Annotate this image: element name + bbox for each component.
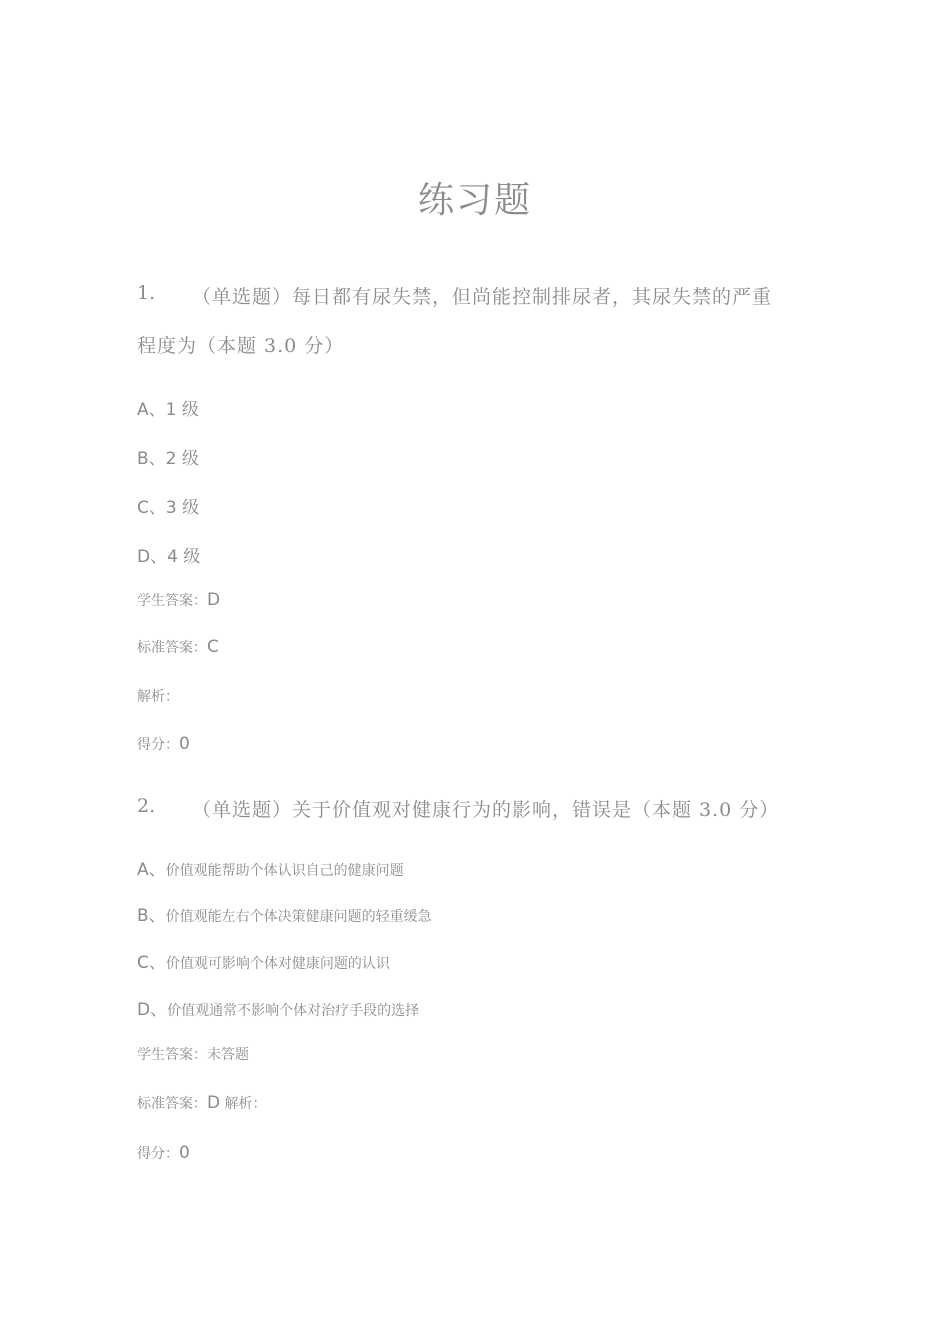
option-text: 价值观通常不影响个体对治疗手段的选择 [167, 1003, 420, 1019]
option-letter: A、 [137, 860, 166, 880]
score-label: 得分： [137, 1146, 179, 1162]
question-1-number: 1. [137, 282, 156, 304]
question-2-score [137, 1143, 190, 1163]
question-2-standard-answer [137, 1093, 267, 1113]
question-1-text-line2: 程度为（本题 3.0 分） [137, 335, 345, 357]
option-letter: C、 [137, 953, 166, 973]
question-2-option-b [137, 901, 432, 926]
question-2-number: 2. [137, 795, 156, 817]
score-value: 0 [179, 1143, 190, 1163]
option-text: 价值观可影响个体对健康问题的认识 [165, 956, 390, 972]
option-letter: B、 [137, 906, 166, 926]
option-letter: C、 [137, 498, 166, 518]
question-1-student-answer [137, 590, 220, 610]
student-answer-value: 未答题 [207, 1047, 249, 1063]
question-2-option-a [137, 855, 404, 880]
question-1-option-c [137, 493, 199, 518]
standard-answer-value: D [207, 1093, 221, 1113]
option-letter: D、 [137, 547, 168, 567]
question-1-option-a [137, 395, 199, 420]
option-text: 2 级 [165, 449, 199, 469]
question-1-option-d [137, 542, 200, 567]
option-text: 1 级 [165, 400, 199, 420]
student-answer-label: 学生答案： [137, 593, 207, 609]
option-letter: A、 [137, 400, 166, 420]
question-1-score [137, 734, 190, 754]
option-text: 价值观能帮助个体认识自己的健康问题 [165, 863, 404, 879]
score-label: 得分： [137, 737, 179, 753]
student-answer-label: 学生答案： [137, 1047, 207, 1063]
question-1-standard-answer [137, 637, 219, 657]
score-value: 0 [179, 734, 190, 754]
question-2-option-c [137, 948, 390, 973]
question-2-student-answer [137, 1044, 249, 1064]
option-text: 价值观能左右个体决策健康问题的轻重缓急 [165, 909, 432, 925]
option-text: 3 级 [165, 498, 200, 518]
option-text: 4 级 [167, 547, 201, 567]
analysis-label: 解析： [224, 1096, 267, 1112]
question-1-text-line1: （单选题）每日都有尿失禁，但尚能控制排尿者，其尿失禁的严重 [192, 286, 773, 308]
option-letter: B、 [137, 449, 166, 469]
question-2-option-d [137, 995, 419, 1020]
student-answer-value: D [207, 590, 221, 610]
question-1-option-b [137, 444, 199, 469]
question-2-text-line1: （单选题）关于价值观对健康行为的影响，错误是（本题 3.0 分） [192, 799, 780, 821]
standard-answer-value: C [207, 637, 219, 657]
question-1-analysis-label: 解析： [137, 689, 179, 705]
option-letter: D、 [137, 1000, 168, 1020]
standard-answer-label: 标准答案： [137, 640, 207, 656]
page-title: 练习题 [417, 180, 532, 221]
standard-answer-label: 标准答案： [137, 1096, 207, 1112]
